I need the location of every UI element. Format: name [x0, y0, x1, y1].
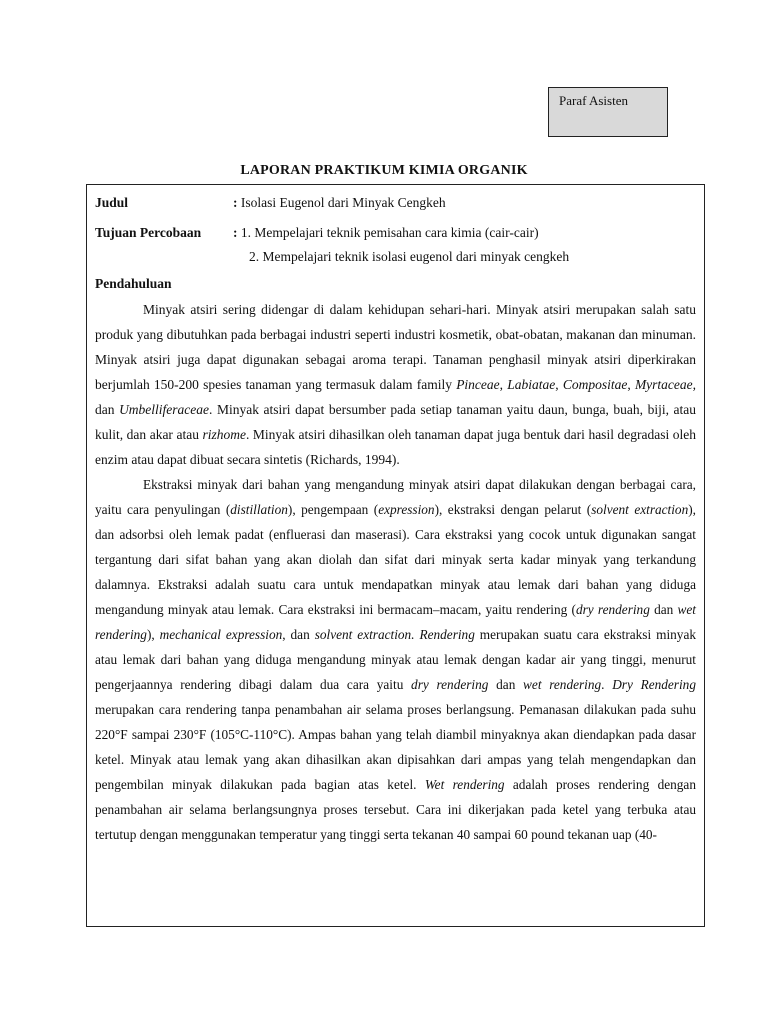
p2-text-h: merupakan suatu cara ekstraksi minyak atau lemak dari bahan yang diduga mengandung minyak atau lemak dengan kadar air yang tinggi, menurut pengerjaannya rendering dibagi dalam dua cara yaitu [95, 627, 696, 692]
report-frame [86, 184, 705, 927]
p2-dry-rendering-2: dry rendering [411, 677, 489, 692]
p1-rizhome: rizhome [202, 427, 246, 442]
p1-text-a: Minyak atsiri sering didengar di dalam kehidupan sehari-hari. Minyak atsiri merupakan salah satu produk yang dibutuhkan pada berbagai industri seperti industri kosmetik, obat-obatan, makanan dan minuman. Minyak atsiri juga dapat digunakan sebagai aroma terapi. Tanaman penghasil minyak atsiri diperkirakan berjumlah 150-200 spesies tanaman yang termasuk dalam family [95, 302, 696, 392]
p2-solvent-extraction-rendering: solvent extraction. Rendering [314, 627, 475, 642]
tujuan-label: Tujuan Percobaan [95, 225, 202, 240]
judul-value [233, 191, 696, 215]
p2-dry-rendering-1: dry rendering [575, 602, 650, 617]
p2-wet-rendering-2: wet rendering [523, 677, 602, 692]
p2-distillation: distillation [230, 502, 288, 517]
p1-comma-2: , [555, 377, 563, 392]
judul-text: Isolasi Eugenol dari Minyak Cengkeh [240, 195, 446, 210]
p2-text-c: ), ekstraksi dengan pelarut ( [434, 502, 592, 517]
section-heading-pendahuluan: Pendahuluan [95, 276, 172, 291]
p2-wet-rendering-1: wet rendering [95, 602, 696, 642]
p1-pinceae: Pinceae [456, 377, 500, 392]
judul-row [95, 191, 696, 215]
p1-text-b: . Minyak atsiri dapat bersumber pada setiap tanaman yaitu daun, bunga, buah, biji, atau kulit, dan akar atau [95, 402, 696, 442]
p1-labiatae: Labiatae [507, 377, 556, 392]
judul-separator: : [233, 195, 238, 210]
p2-text-k: merupakan cara rendering tanpa penambahan air selama proses berlangsung. Pemanasan dilakukan pada suhu 220°F sampai 230°F (105°C-110°C). Ampas bahan yang telah diambil minyaknya akan diendapkan pada dasar ketel. Minyak atau lemak yang akan dihasilkan akan dipisahkan dari ampas yang telah mengendapkan dan pengembilan minyak dilakukan pada bagian atas ketel. [95, 702, 696, 792]
p2-text-l: adalah proses rendering dengan penambahan air selama berlangsungnya proses tersebut. Cara ini dikerjakan pada ketel yang terbuka atau tertutup dengan menggunakan temperatur yang tinggi serta tekanan 40 sampai 60 pound tekanan uap (40- [95, 777, 696, 842]
p2-text-b: ), pengempaan ( [287, 502, 379, 517]
p2-text-j: . [601, 677, 613, 692]
p2-text-f: ), [146, 627, 160, 642]
p2-expression: expression [378, 502, 435, 517]
p1-myrtaceae: Myrtaceae, [634, 377, 697, 392]
p2-text-a: Ekstraksi minyak dari bahan yang mengandung minyak atsiri dapat dilakukan dengan berbagai cara, yaitu cara penyulingan ( [95, 477, 696, 517]
tujuan-item-1: 1. Mempelajari teknik pemisahan cara kimia (cair-cair) [240, 225, 539, 240]
p1-text-c: . Minyak atsiri dihasilkan oleh tanaman dapat juga bentuk dari hasil degradasi oleh enzim atau dapat dibuat secara sintetis (Richards, 1994). [95, 427, 696, 467]
paraf-asisten-box [548, 87, 668, 137]
p2-text-i: dan [488, 677, 524, 692]
p2-dry-rendering-3: Dry Rendering [612, 677, 696, 692]
paraf-asisten-label: Paraf Asisten [559, 93, 628, 108]
p2-mechanical-expression: mechanical expression [159, 627, 283, 642]
p1-comma-3: , [627, 377, 635, 392]
tujuan-item-2: 2. Mempelajari teknik isolasi eugenol dari minyak cengkeh [249, 249, 570, 264]
p2-solvent-extraction: solvent extraction [591, 502, 689, 517]
p1-compositae: Compositae [562, 377, 628, 392]
p2-text-g: , dan [282, 627, 315, 642]
tujuan-row [95, 221, 696, 245]
p2-text-d: ), dan adsorbsi oleh lemak padat (enfluerasi dan maserasi). Cara ekstraksi yang cocok untuk digunakan sangat tergantung dari sifat bahan yang akan diolah dan sifat dari minyak serta kadar minyak yang terkandung dalamnya. Ekstraksi adalah suatu cara untuk mendapatkan minyak atau lemak dari bahan yang diduga mengandung minyak atau lemak. Cara ekstraksi ini bermacam–macam, yaitu rendering ( [95, 502, 696, 617]
p2-text-e: dan [649, 602, 678, 617]
tujuan-separator: : [233, 225, 238, 240]
p1-umbelliferaceae: Umbelliferaceae [119, 402, 210, 417]
judul-label: Judul [95, 195, 129, 210]
report-title: LAPORAN PRAKTIKUM KIMIA ORGANIK [240, 163, 528, 178]
p1-comma-1: , [499, 377, 508, 392]
p1-dan: dan [95, 402, 120, 417]
p2-wet-rendering-3: Wet rendering [424, 777, 505, 792]
paragraph-2 [95, 472, 696, 847]
tujuan-value [233, 221, 696, 245]
paragraph-1 [95, 297, 696, 472]
